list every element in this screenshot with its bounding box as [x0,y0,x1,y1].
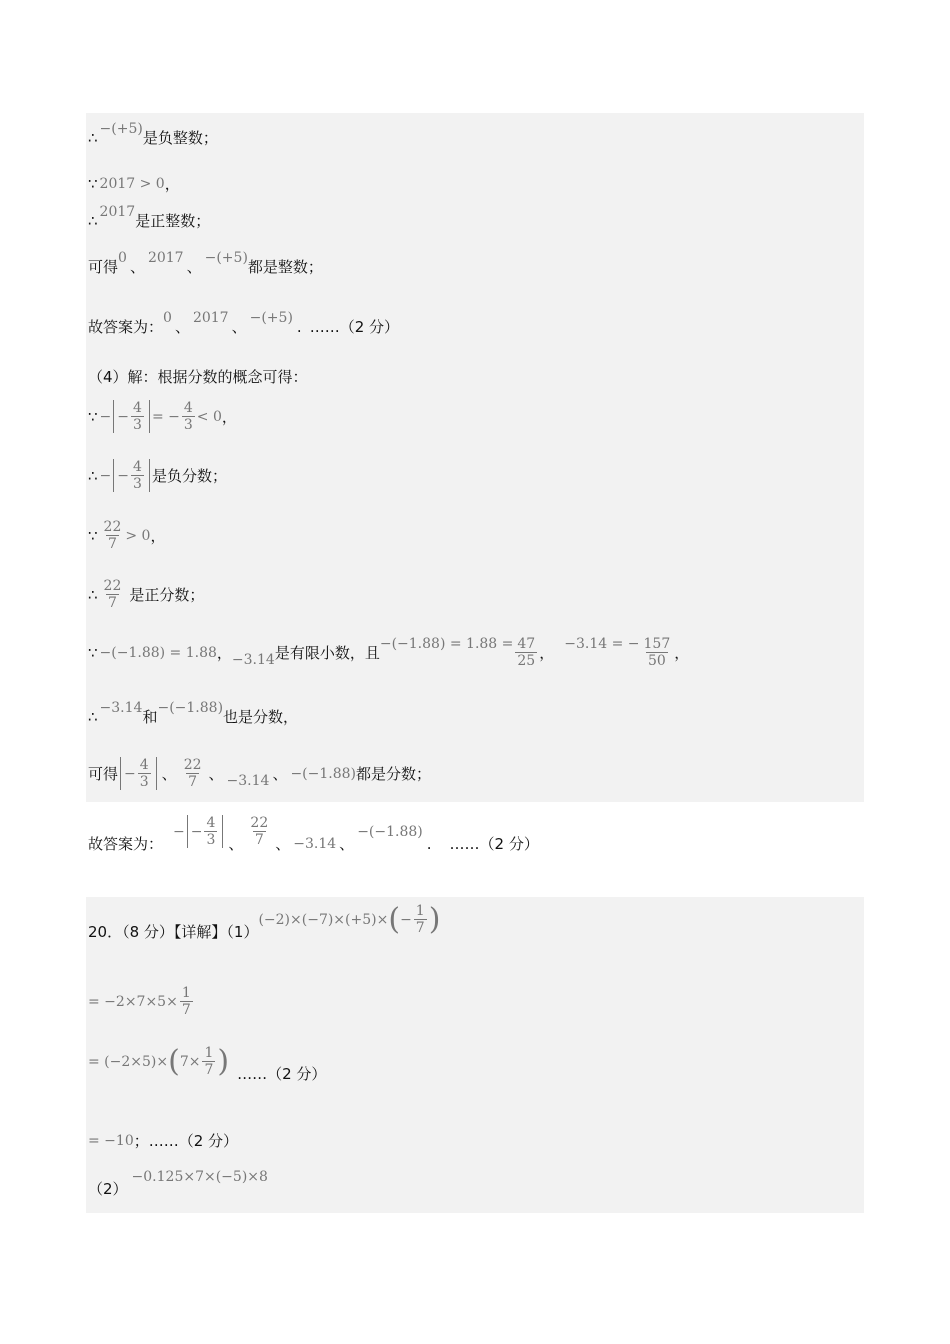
line-pos-integer: ∴ 2017 是正整数； [88,203,211,230]
part-2: （2） −0.125×7×(−5)×8 [88,1168,268,1198]
fraction: $\frac{4}{3}$ [133,400,142,434]
fraction: $\frac{157}{50}$ [643,636,671,670]
abs-value: − $\frac{4}{3}$ [113,459,150,492]
fraction: $\frac{47}{25}$ [517,636,536,670]
fraction: $\frac{1}{7}$ [415,903,425,937]
abs-value: − $\frac{4}{3}$ [113,400,150,433]
fraction: $\frac{4}{3}$ [139,757,149,791]
answer-integers: 故答案为： 0 、 2017 、 −(+5) . ……（2 分） [88,309,399,336]
fraction: $\frac{1}{7}$ [181,985,191,1019]
section-4-heading: （4）解：根据分数的概念可得： [88,368,308,386]
fraction: $\frac{22}{7}$ [103,519,122,553]
fraction: $\frac{4}{3}$ [183,400,193,434]
fraction: $\frac{22}{7}$ [250,815,269,849]
fraction: $\frac{4}{3}$ [133,459,142,493]
fraction: $\frac{22}{7}$ [103,578,122,612]
line-pos-fraction: ∴ $\frac{22}{7}$ 是正分数； [88,578,205,612]
abs-value: − $\frac{4}{3}$ [120,757,157,790]
line-neg-integer: ∴ −(+5) 是负整数； [88,120,218,147]
line-2017-positive: ∵ 2017 > 0 ， [88,174,180,193]
line-fractions-list: 可得 − $\frac{4}{3}$ 、 $\frac{22}{7}$ 、 −3.14 、 −(−1.88) 都是分数； [88,757,432,791]
line-neg-fraction: ∴ − − $\frac{4}{3}$ 是负分数； [88,459,227,493]
question-20-heading: 20．（8 分）【详解】（1） (−2)×(−7)×(+5)× ( − $\frac{1}{7}$ ) [88,901,441,942]
line-22-7-positive: ∵ $\frac{22}{7}$ > 0 ， [88,519,166,553]
step-2: = (−2×5)× ( 7× $\frac{1}{7}$ ) ……（2 分） [88,1043,327,1084]
line-abs-compare: ∵ − − $\frac{4}{3}$ = − $\frac{4}{3}$ < 0 ， [88,400,237,434]
line-integers: 可得 0 、 2017 、 −(+5) 都是整数； [88,249,323,276]
step-3: = −10 ；……（2 分） [88,1132,239,1150]
fraction: $\frac{1}{7}$ [204,1045,214,1079]
fraction: $\frac{4}{3}$ [206,815,216,849]
step-1: = −2×7×5× $\frac{1}{7}$ [88,985,191,1019]
line-also-fractions: ∴ −3.14 和 −(−1.88) 也是分数， [88,699,299,726]
answer-fractions: 故答案为： − − $\frac{4}{3}$ 、 $\frac{22}{7}$ 、 −3.14 、 −(−1.88) . ……（2 分） [88,815,539,854]
abs-value: − $\frac{4}{3}$ [187,815,224,848]
fraction: $\frac{22}{7}$ [183,757,202,791]
line-finite-decimals: ∵ −(−1.88) = 1.88 ， −3.14 是有限小数，且 −(−1.88) = 1.88 = $\frac{47}{25}$ ， −3.14 = − $\frac{157}{50}$ ， [88,635,690,670]
